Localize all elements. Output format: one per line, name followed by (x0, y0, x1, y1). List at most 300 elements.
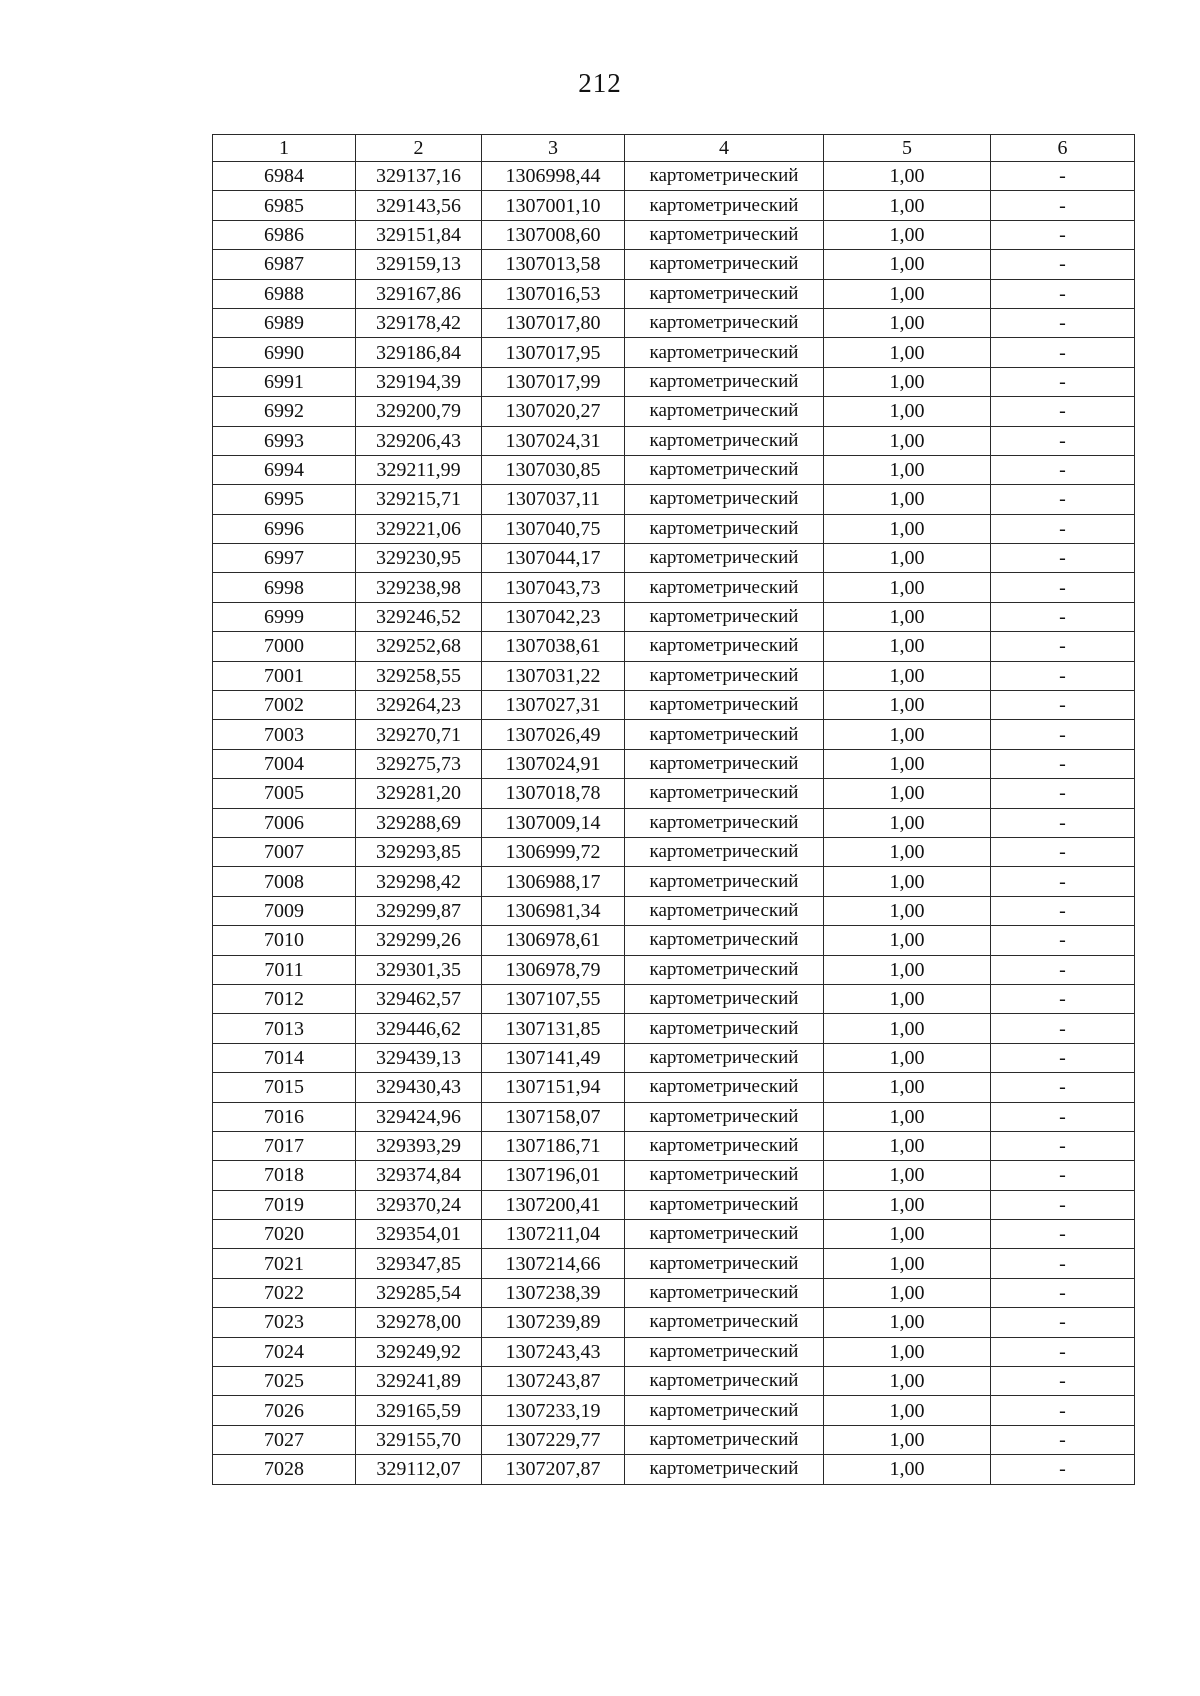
accuracy-cell: 1,00 (824, 162, 991, 191)
point-number-cell: 7006 (213, 808, 356, 837)
method-cell: картометрический (625, 573, 824, 602)
x-coordinate-cell: 329165,59 (356, 1396, 482, 1425)
column-header-6: 6 (991, 135, 1135, 162)
x-coordinate-cell: 329347,85 (356, 1249, 482, 1278)
y-coordinate-cell: 1307043,73 (482, 573, 625, 602)
x-coordinate-cell: 329301,35 (356, 955, 482, 984)
x-coordinate-cell: 329374,84 (356, 1161, 482, 1190)
method-cell: картометрический (625, 720, 824, 749)
point-number-cell: 7014 (213, 1043, 356, 1072)
table-row (213, 1102, 1135, 1131)
note-cell: - (991, 250, 1135, 279)
accuracy-cell: 1,00 (824, 837, 991, 866)
x-coordinate-cell: 329370,24 (356, 1190, 482, 1219)
method-cell: картометрический (625, 1220, 824, 1249)
x-coordinate-cell: 329293,85 (356, 837, 482, 866)
point-number-cell: 7003 (213, 720, 356, 749)
note-cell: - (991, 867, 1135, 896)
note-cell: - (991, 1131, 1135, 1160)
note-cell: - (991, 661, 1135, 690)
table-row (213, 191, 1135, 220)
point-number-cell: 7004 (213, 749, 356, 778)
point-number-cell: 6985 (213, 191, 356, 220)
point-number-cell: 7025 (213, 1367, 356, 1396)
method-cell: картометрический (625, 1190, 824, 1219)
accuracy-cell: 1,00 (824, 338, 991, 367)
accuracy-cell: 1,00 (824, 485, 991, 514)
note-cell: - (991, 1425, 1135, 1454)
x-coordinate-cell: 329178,42 (356, 308, 482, 337)
point-number-cell: 6999 (213, 602, 356, 631)
note-cell: - (991, 1043, 1135, 1072)
note-cell: - (991, 896, 1135, 925)
table-row (213, 632, 1135, 661)
point-number-cell: 6992 (213, 397, 356, 426)
accuracy-cell: 1,00 (824, 544, 991, 573)
table-row (213, 573, 1135, 602)
method-cell: картометрический (625, 514, 824, 543)
y-coordinate-cell: 1307044,17 (482, 544, 625, 573)
table-row (213, 661, 1135, 690)
table-row (213, 749, 1135, 778)
method-cell: картометрический (625, 896, 824, 925)
x-coordinate-cell: 329221,06 (356, 514, 482, 543)
x-coordinate-cell: 329230,95 (356, 544, 482, 573)
y-coordinate-cell: 1306988,17 (482, 867, 625, 896)
y-coordinate-cell: 1306978,79 (482, 955, 625, 984)
table-row (213, 1425, 1135, 1454)
table-row (213, 1131, 1135, 1160)
point-number-cell: 7028 (213, 1455, 356, 1484)
x-coordinate-cell: 329167,86 (356, 279, 482, 308)
y-coordinate-cell: 1307207,87 (482, 1455, 625, 1484)
method-cell: картометрический (625, 1161, 824, 1190)
note-cell: - (991, 808, 1135, 837)
table-row (213, 250, 1135, 279)
y-coordinate-cell: 1307017,95 (482, 338, 625, 367)
y-coordinate-cell: 1306978,61 (482, 926, 625, 955)
y-coordinate-cell: 1307013,58 (482, 250, 625, 279)
table-row (213, 279, 1135, 308)
column-header-1: 1 (213, 135, 356, 162)
x-coordinate-cell: 329194,39 (356, 367, 482, 396)
x-coordinate-cell: 329462,57 (356, 984, 482, 1013)
method-cell: картометрический (625, 1102, 824, 1131)
note-cell: - (991, 1337, 1135, 1366)
table-row (213, 162, 1135, 191)
table-row (213, 1278, 1135, 1307)
note-cell: - (991, 1102, 1135, 1131)
method-cell: картометрический (625, 455, 824, 484)
table-row (213, 867, 1135, 896)
column-header-3: 3 (482, 135, 625, 162)
table-row (213, 455, 1135, 484)
x-coordinate-cell: 329275,73 (356, 749, 482, 778)
table-row (213, 1249, 1135, 1278)
accuracy-cell: 1,00 (824, 808, 991, 837)
x-coordinate-cell: 329299,87 (356, 896, 482, 925)
method-cell: картометрический (625, 308, 824, 337)
accuracy-cell: 1,00 (824, 1337, 991, 1366)
x-coordinate-cell: 329278,00 (356, 1308, 482, 1337)
method-cell: картометрический (625, 1014, 824, 1043)
method-cell: картометрический (625, 1425, 824, 1454)
accuracy-cell: 1,00 (824, 573, 991, 602)
x-coordinate-cell: 329137,16 (356, 162, 482, 191)
accuracy-cell: 1,00 (824, 1396, 991, 1425)
table-row (213, 1367, 1135, 1396)
note-cell: - (991, 1014, 1135, 1043)
note-cell: - (991, 691, 1135, 720)
table-row (213, 1455, 1135, 1484)
y-coordinate-cell: 1307200,41 (482, 1190, 625, 1219)
y-coordinate-cell: 1307026,49 (482, 720, 625, 749)
column-header-5: 5 (824, 135, 991, 162)
accuracy-cell: 1,00 (824, 1278, 991, 1307)
x-coordinate-cell: 329354,01 (356, 1220, 482, 1249)
method-cell: картометрический (625, 1455, 824, 1484)
x-coordinate-cell: 329430,43 (356, 1073, 482, 1102)
table-row (213, 338, 1135, 367)
accuracy-cell: 1,00 (824, 514, 991, 543)
note-cell: - (991, 984, 1135, 1013)
y-coordinate-cell: 1307229,77 (482, 1425, 625, 1454)
table-row (213, 426, 1135, 455)
x-coordinate-cell: 329270,71 (356, 720, 482, 749)
accuracy-cell: 1,00 (824, 691, 991, 720)
note-cell: - (991, 926, 1135, 955)
y-coordinate-cell: 1307027,31 (482, 691, 625, 720)
accuracy-cell: 1,00 (824, 1425, 991, 1454)
header-row (213, 135, 1135, 162)
x-coordinate-cell: 329285,54 (356, 1278, 482, 1307)
accuracy-cell: 1,00 (824, 1073, 991, 1102)
note-cell: - (991, 602, 1135, 631)
table-row (213, 514, 1135, 543)
x-coordinate-cell: 329215,71 (356, 485, 482, 514)
method-cell: картометрический (625, 808, 824, 837)
point-number-cell: 6998 (213, 573, 356, 602)
method-cell: картометрический (625, 1396, 824, 1425)
note-cell: - (991, 191, 1135, 220)
point-number-cell: 7000 (213, 632, 356, 661)
note-cell: - (991, 1249, 1135, 1278)
method-cell: картометрический (625, 485, 824, 514)
accuracy-cell: 1,00 (824, 896, 991, 925)
method-cell: картометрический (625, 338, 824, 367)
accuracy-cell: 1,00 (824, 426, 991, 455)
point-number-cell: 6984 (213, 162, 356, 191)
x-coordinate-cell: 329159,13 (356, 250, 482, 279)
note-cell: - (991, 220, 1135, 249)
note-cell: - (991, 749, 1135, 778)
point-number-cell: 7007 (213, 837, 356, 866)
accuracy-cell: 1,00 (824, 602, 991, 631)
table-body (213, 162, 1135, 1485)
method-cell: картометрический (625, 632, 824, 661)
y-coordinate-cell: 1307001,10 (482, 191, 625, 220)
y-coordinate-cell: 1307009,14 (482, 808, 625, 837)
accuracy-cell: 1,00 (824, 779, 991, 808)
y-coordinate-cell: 1307017,80 (482, 308, 625, 337)
column-header-2: 2 (356, 135, 482, 162)
note-cell: - (991, 485, 1135, 514)
coordinates-table (212, 134, 1135, 1485)
x-coordinate-cell: 329155,70 (356, 1425, 482, 1454)
column-header-4: 4 (625, 135, 824, 162)
x-coordinate-cell: 329288,69 (356, 808, 482, 837)
table-row (213, 1396, 1135, 1425)
note-cell: - (991, 632, 1135, 661)
point-number-cell: 7002 (213, 691, 356, 720)
table-row (213, 720, 1135, 749)
method-cell: картометрический (625, 250, 824, 279)
method-cell: картометрический (625, 691, 824, 720)
note-cell: - (991, 338, 1135, 367)
note-cell: - (991, 955, 1135, 984)
point-number-cell: 7024 (213, 1337, 356, 1366)
accuracy-cell: 1,00 (824, 308, 991, 337)
method-cell: картометрический (625, 279, 824, 308)
point-number-cell: 7013 (213, 1014, 356, 1043)
x-coordinate-cell: 329249,92 (356, 1337, 482, 1366)
accuracy-cell: 1,00 (824, 632, 991, 661)
x-coordinate-cell: 329446,62 (356, 1014, 482, 1043)
table-row (213, 955, 1135, 984)
accuracy-cell: 1,00 (824, 1220, 991, 1249)
y-coordinate-cell: 1307211,04 (482, 1220, 625, 1249)
table-row (213, 367, 1135, 396)
method-cell: картометрический (625, 1073, 824, 1102)
method-cell: картометрический (625, 191, 824, 220)
note-cell: - (991, 1161, 1135, 1190)
point-number-cell: 7021 (213, 1249, 356, 1278)
y-coordinate-cell: 1307024,91 (482, 749, 625, 778)
accuracy-cell: 1,00 (824, 661, 991, 690)
note-cell: - (991, 455, 1135, 484)
method-cell: картометрический (625, 602, 824, 631)
accuracy-cell: 1,00 (824, 984, 991, 1013)
note-cell: - (991, 544, 1135, 573)
point-number-cell: 7008 (213, 867, 356, 896)
accuracy-cell: 1,00 (824, 926, 991, 955)
table-row (213, 691, 1135, 720)
y-coordinate-cell: 1307243,43 (482, 1337, 625, 1366)
y-coordinate-cell: 1307158,07 (482, 1102, 625, 1131)
table-row (213, 602, 1135, 631)
x-coordinate-cell: 329281,20 (356, 779, 482, 808)
table-header (213, 135, 1135, 162)
x-coordinate-cell: 329186,84 (356, 338, 482, 367)
x-coordinate-cell: 329241,89 (356, 1367, 482, 1396)
table-row (213, 926, 1135, 955)
point-number-cell: 7026 (213, 1396, 356, 1425)
method-cell: картометрический (625, 367, 824, 396)
y-coordinate-cell: 1307214,66 (482, 1249, 625, 1278)
accuracy-cell: 1,00 (824, 455, 991, 484)
x-coordinate-cell: 329211,99 (356, 455, 482, 484)
method-cell: картометрический (625, 749, 824, 778)
accuracy-cell: 1,00 (824, 955, 991, 984)
note-cell: - (991, 720, 1135, 749)
table-row (213, 1043, 1135, 1072)
y-coordinate-cell: 1307233,19 (482, 1396, 625, 1425)
y-coordinate-cell: 1307239,89 (482, 1308, 625, 1337)
x-coordinate-cell: 329424,96 (356, 1102, 482, 1131)
accuracy-cell: 1,00 (824, 720, 991, 749)
y-coordinate-cell: 1307008,60 (482, 220, 625, 249)
point-number-cell: 7012 (213, 984, 356, 1013)
method-cell: картометрический (625, 162, 824, 191)
x-coordinate-cell: 329246,52 (356, 602, 482, 631)
point-number-cell: 7027 (213, 1425, 356, 1454)
y-coordinate-cell: 1307042,23 (482, 602, 625, 631)
table-row (213, 1220, 1135, 1249)
x-coordinate-cell: 329298,42 (356, 867, 482, 896)
method-cell: картометрический (625, 1249, 824, 1278)
x-coordinate-cell: 329393,29 (356, 1131, 482, 1160)
y-coordinate-cell: 1307018,78 (482, 779, 625, 808)
method-cell: картометрический (625, 426, 824, 455)
accuracy-cell: 1,00 (824, 367, 991, 396)
note-cell: - (991, 1396, 1135, 1425)
y-coordinate-cell: 1307016,53 (482, 279, 625, 308)
note-cell: - (991, 1367, 1135, 1396)
accuracy-cell: 1,00 (824, 1249, 991, 1278)
note-cell: - (991, 514, 1135, 543)
x-coordinate-cell: 329238,98 (356, 573, 482, 602)
y-coordinate-cell: 1307238,39 (482, 1278, 625, 1307)
y-coordinate-cell: 1307186,71 (482, 1131, 625, 1160)
note-cell: - (991, 426, 1135, 455)
accuracy-cell: 1,00 (824, 1308, 991, 1337)
method-cell: картометрический (625, 779, 824, 808)
point-number-cell: 7020 (213, 1220, 356, 1249)
x-coordinate-cell: 329112,07 (356, 1455, 482, 1484)
table-row (213, 485, 1135, 514)
note-cell: - (991, 279, 1135, 308)
point-number-cell: 7011 (213, 955, 356, 984)
point-number-cell: 7001 (213, 661, 356, 690)
method-cell: картометрический (625, 1337, 824, 1366)
method-cell: картометрический (625, 220, 824, 249)
method-cell: картометрический (625, 926, 824, 955)
table-row (213, 808, 1135, 837)
x-coordinate-cell: 329252,68 (356, 632, 482, 661)
point-number-cell: 7022 (213, 1278, 356, 1307)
method-cell: картометрический (625, 661, 824, 690)
accuracy-cell: 1,00 (824, 191, 991, 220)
note-cell: - (991, 837, 1135, 866)
method-cell: картометрический (625, 837, 824, 866)
y-coordinate-cell: 1307017,99 (482, 367, 625, 396)
method-cell: картометрический (625, 1043, 824, 1072)
accuracy-cell: 1,00 (824, 1014, 991, 1043)
y-coordinate-cell: 1306981,34 (482, 896, 625, 925)
table-row (213, 1161, 1135, 1190)
x-coordinate-cell: 329264,23 (356, 691, 482, 720)
accuracy-cell: 1,00 (824, 867, 991, 896)
accuracy-cell: 1,00 (824, 397, 991, 426)
point-number-cell: 7016 (213, 1102, 356, 1131)
y-coordinate-cell: 1307037,11 (482, 485, 625, 514)
point-number-cell: 7018 (213, 1161, 356, 1190)
x-coordinate-cell: 329143,56 (356, 191, 482, 220)
accuracy-cell: 1,00 (824, 1102, 991, 1131)
point-number-cell: 7023 (213, 1308, 356, 1337)
table-row (213, 896, 1135, 925)
method-cell: картометрический (625, 1308, 824, 1337)
y-coordinate-cell: 1307107,55 (482, 984, 625, 1013)
point-number-cell: 6995 (213, 485, 356, 514)
method-cell: картометрический (625, 1367, 824, 1396)
point-number-cell: 7019 (213, 1190, 356, 1219)
note-cell: - (991, 1308, 1135, 1337)
x-coordinate-cell: 329439,13 (356, 1043, 482, 1072)
accuracy-cell: 1,00 (824, 1367, 991, 1396)
y-coordinate-cell: 1306998,44 (482, 162, 625, 191)
y-coordinate-cell: 1307030,85 (482, 455, 625, 484)
note-cell: - (991, 397, 1135, 426)
y-coordinate-cell: 1307024,31 (482, 426, 625, 455)
method-cell: картометрический (625, 1278, 824, 1307)
table-row (213, 1073, 1135, 1102)
note-cell: - (991, 1455, 1135, 1484)
point-number-cell: 7005 (213, 779, 356, 808)
y-coordinate-cell: 1307243,87 (482, 1367, 625, 1396)
point-number-cell: 7017 (213, 1131, 356, 1160)
point-number-cell: 6988 (213, 279, 356, 308)
y-coordinate-cell: 1307196,01 (482, 1161, 625, 1190)
note-cell: - (991, 779, 1135, 808)
point-number-cell: 7015 (213, 1073, 356, 1102)
x-coordinate-cell: 329206,43 (356, 426, 482, 455)
table-row (213, 1014, 1135, 1043)
table-row (213, 544, 1135, 573)
note-cell: - (991, 367, 1135, 396)
method-cell: картометрический (625, 1131, 824, 1160)
accuracy-cell: 1,00 (824, 279, 991, 308)
x-coordinate-cell: 329151,84 (356, 220, 482, 249)
y-coordinate-cell: 1307131,85 (482, 1014, 625, 1043)
table-row (213, 837, 1135, 866)
y-coordinate-cell: 1307141,49 (482, 1043, 625, 1072)
point-number-cell: 7010 (213, 926, 356, 955)
point-number-cell: 7009 (213, 896, 356, 925)
point-number-cell: 6987 (213, 250, 356, 279)
y-coordinate-cell: 1307020,27 (482, 397, 625, 426)
point-number-cell: 6991 (213, 367, 356, 396)
y-coordinate-cell: 1307031,22 (482, 661, 625, 690)
x-coordinate-cell: 329258,55 (356, 661, 482, 690)
table-row (213, 1337, 1135, 1366)
note-cell: - (991, 573, 1135, 602)
point-number-cell: 6993 (213, 426, 356, 455)
note-cell: - (991, 1220, 1135, 1249)
method-cell: картометрический (625, 984, 824, 1013)
accuracy-cell: 1,00 (824, 749, 991, 778)
point-number-cell: 6996 (213, 514, 356, 543)
y-coordinate-cell: 1307040,75 (482, 514, 625, 543)
method-cell: картометрический (625, 955, 824, 984)
accuracy-cell: 1,00 (824, 1161, 991, 1190)
table-row (213, 397, 1135, 426)
accuracy-cell: 1,00 (824, 1131, 991, 1160)
table-row (213, 1308, 1135, 1337)
accuracy-cell: 1,00 (824, 1455, 991, 1484)
table-row (213, 220, 1135, 249)
y-coordinate-cell: 1306999,72 (482, 837, 625, 866)
